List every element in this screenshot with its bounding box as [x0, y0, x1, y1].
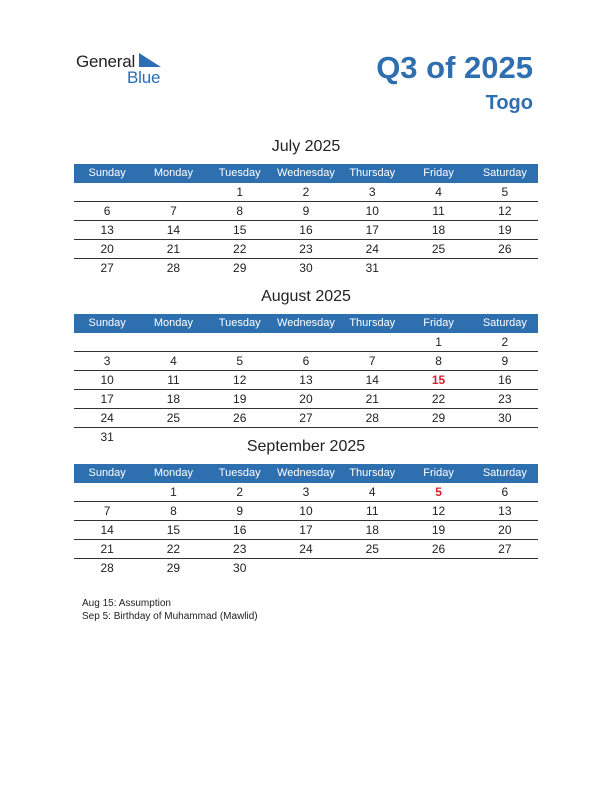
weekday-label: Monday [153, 467, 193, 479]
day-cell: 3 [103, 354, 111, 368]
day-cell: 27 [100, 261, 114, 275]
day-cell: 29 [233, 261, 247, 275]
weekday-label: Wednesday [277, 467, 335, 479]
day-cell: 25 [166, 411, 181, 425]
day-cell: 9 [302, 204, 310, 218]
day-cell: 20 [299, 392, 313, 406]
day-cell: 14 [166, 223, 181, 237]
day-cell: 28 [365, 411, 379, 425]
empty-day-cell [339, 333, 405, 351]
day-cell: 20 [100, 242, 114, 256]
day-cell: 5 [501, 185, 509, 199]
weekday-label: Thursday [349, 467, 396, 479]
day-cell: 4 [435, 185, 442, 199]
weekday-label: Thursday [349, 167, 396, 179]
week-row [74, 502, 538, 521]
weekday-label: Monday [153, 167, 193, 179]
day-cell: 7 [103, 504, 111, 518]
week-row [74, 390, 538, 409]
day-cell: 26 [431, 542, 446, 556]
day-cell: 29 [431, 411, 446, 425]
week-row [74, 483, 538, 502]
day-cell: 21 [365, 392, 379, 406]
day-cell: 18 [166, 392, 181, 406]
day-cell: 14 [100, 523, 114, 537]
empty-day-cell [74, 483, 140, 501]
empty-day-cell [74, 183, 140, 201]
logo-blue-text: Blue [127, 68, 161, 87]
weekday-label: Wednesday [277, 167, 335, 179]
day-cell: 23 [233, 542, 247, 556]
day-cell: 11 [366, 504, 379, 518]
day-cell: 11 [432, 204, 445, 218]
day-cell: 1 [170, 485, 177, 499]
day-cell: 24 [365, 242, 379, 256]
day-cell: 3 [302, 485, 310, 499]
day-cell: 15 [233, 223, 247, 237]
weekday-label: Saturday [482, 467, 527, 479]
weekday-label: Monday [153, 317, 193, 329]
day-cell: 25 [365, 542, 379, 556]
day-cell: 12 [431, 504, 446, 518]
month-calendar-july [74, 136, 538, 277]
day-cell: 21 [100, 542, 114, 556]
day-cell: 29 [166, 561, 181, 575]
day-cell: 17 [100, 392, 114, 406]
day-cell: 10 [100, 373, 114, 387]
empty-day-cell [405, 259, 471, 277]
empty-day-cell [405, 559, 471, 577]
month-title: August 2025 [261, 288, 351, 305]
day-cell: 19 [233, 392, 247, 406]
day-cell: 10 [365, 204, 379, 218]
weekday-label: Saturday [482, 167, 527, 179]
week-row [74, 202, 538, 221]
weekday-label: Tuesday [218, 467, 261, 479]
day-cell: 27 [498, 542, 512, 556]
week-row [74, 352, 538, 371]
day-cell: 7 [368, 354, 376, 368]
week-row [74, 240, 538, 259]
day-cell: 18 [431, 223, 446, 237]
day-cell: 10 [299, 504, 313, 518]
day-cell: 22 [233, 242, 247, 256]
day-cell: 30 [498, 411, 512, 425]
weekday-label: Sunday [88, 467, 126, 479]
weekday-label: Saturday [482, 317, 527, 329]
weekday-label: Sunday [88, 317, 126, 329]
day-cell: 17 [299, 523, 313, 537]
week-row [74, 371, 538, 390]
empty-day-cell [140, 333, 206, 351]
week-row [74, 183, 538, 202]
logo-general-text: General [76, 52, 136, 71]
weekday-header [74, 164, 538, 183]
day-cell: 6 [302, 354, 310, 368]
day-cell: 2 [501, 335, 509, 349]
day-cell: 2 [302, 185, 310, 199]
day-cell: 30 [299, 261, 313, 275]
day-cell: 9 [236, 504, 244, 518]
week-row [74, 259, 538, 277]
day-cell: 31 [100, 430, 114, 444]
day-cell: 24 [100, 411, 114, 425]
day-cell: 1 [435, 335, 442, 349]
day-cell: 26 [233, 411, 247, 425]
day-cell: 13 [299, 373, 313, 387]
weekday-label: Tuesday [218, 167, 261, 179]
day-cell: 4 [368, 485, 376, 499]
weeks-grid [74, 483, 538, 577]
empty-day-cell [339, 559, 405, 577]
day-cell: 8 [170, 504, 177, 518]
week-row [74, 409, 538, 428]
weekday-label: Thursday [349, 317, 396, 329]
month-calendar-september [74, 436, 538, 577]
empty-day-cell [74, 333, 140, 351]
week-row [74, 559, 538, 577]
month-title: July 2025 [271, 138, 341, 155]
weekday-label: Friday [423, 317, 454, 329]
empty-day-cell [472, 259, 538, 277]
empty-day-cell [273, 333, 339, 351]
logo [76, 52, 176, 92]
weekday-header [74, 464, 538, 483]
holiday-note: Aug 15: Assumption [82, 598, 171, 609]
day-cell: 27 [299, 411, 313, 425]
empty-day-cell [472, 559, 538, 577]
day-cell: 3 [368, 185, 376, 199]
day-cell: 2 [236, 485, 244, 499]
logo-flag-icon [139, 53, 163, 69]
weekday-label: Wednesday [277, 317, 335, 329]
day-cell: 28 [100, 561, 114, 575]
day-cell: 6 [501, 485, 509, 499]
day-cell: 23 [299, 242, 313, 256]
day-cell: 31 [365, 261, 379, 275]
day-cell: 19 [498, 223, 512, 237]
holiday-day-cell: 15 [431, 373, 446, 387]
weekday-header [74, 314, 538, 333]
day-cell: 22 [166, 542, 181, 556]
day-cell: 4 [170, 354, 177, 368]
weekday-label: Tuesday [218, 317, 261, 329]
weeks-grid [74, 333, 538, 446]
day-cell: 7 [170, 204, 177, 218]
day-cell: 18 [365, 523, 379, 537]
week-row [74, 221, 538, 240]
week-row [74, 540, 538, 559]
holiday-day-cell: 5 [435, 485, 442, 499]
day-cell: 8 [236, 204, 244, 218]
day-cell: 8 [435, 354, 442, 368]
weekday-label: Sunday [88, 167, 126, 179]
holiday-notes [82, 597, 258, 623]
month-calendar-august [74, 286, 538, 446]
day-cell: 6 [103, 204, 111, 218]
empty-day-cell [140, 183, 206, 201]
day-cell: 13 [498, 504, 512, 518]
empty-day-cell [207, 333, 273, 351]
country-name: Togo [485, 92, 533, 114]
day-cell: 11 [167, 373, 180, 387]
day-cell: 17 [365, 223, 379, 237]
day-cell: 21 [166, 242, 181, 256]
day-cell: 15 [166, 523, 181, 537]
weekday-label: Friday [423, 467, 454, 479]
day-cell: 12 [498, 204, 512, 218]
day-cell: 25 [431, 242, 446, 256]
day-cell: 23 [498, 392, 512, 406]
day-cell: 13 [100, 223, 114, 237]
day-cell: 28 [166, 261, 181, 275]
holiday-note: Sep 5: Birthday of Muhammad (Mawlid) [82, 611, 258, 622]
day-cell: 5 [236, 354, 244, 368]
day-cell: 16 [233, 523, 247, 537]
day-cell: 9 [501, 354, 509, 368]
day-cell: 24 [299, 542, 313, 556]
empty-day-cell [273, 559, 339, 577]
day-cell: 26 [498, 242, 512, 256]
day-cell: 16 [498, 373, 512, 387]
page-title: Q3 of 2025 [376, 50, 533, 85]
day-cell: 1 [236, 185, 244, 199]
day-cell: 30 [233, 561, 247, 575]
day-cell: 20 [498, 523, 512, 537]
day-cell: 19 [431, 523, 446, 537]
month-title: September 2025 [246, 438, 366, 455]
day-cell: 14 [365, 373, 379, 387]
weeks-grid [74, 183, 538, 277]
day-cell: 12 [233, 373, 247, 387]
week-row [74, 333, 538, 352]
day-cell: 22 [431, 392, 446, 406]
weekday-label: Friday [423, 167, 454, 179]
day-cell: 16 [299, 223, 313, 237]
week-row [74, 521, 538, 540]
